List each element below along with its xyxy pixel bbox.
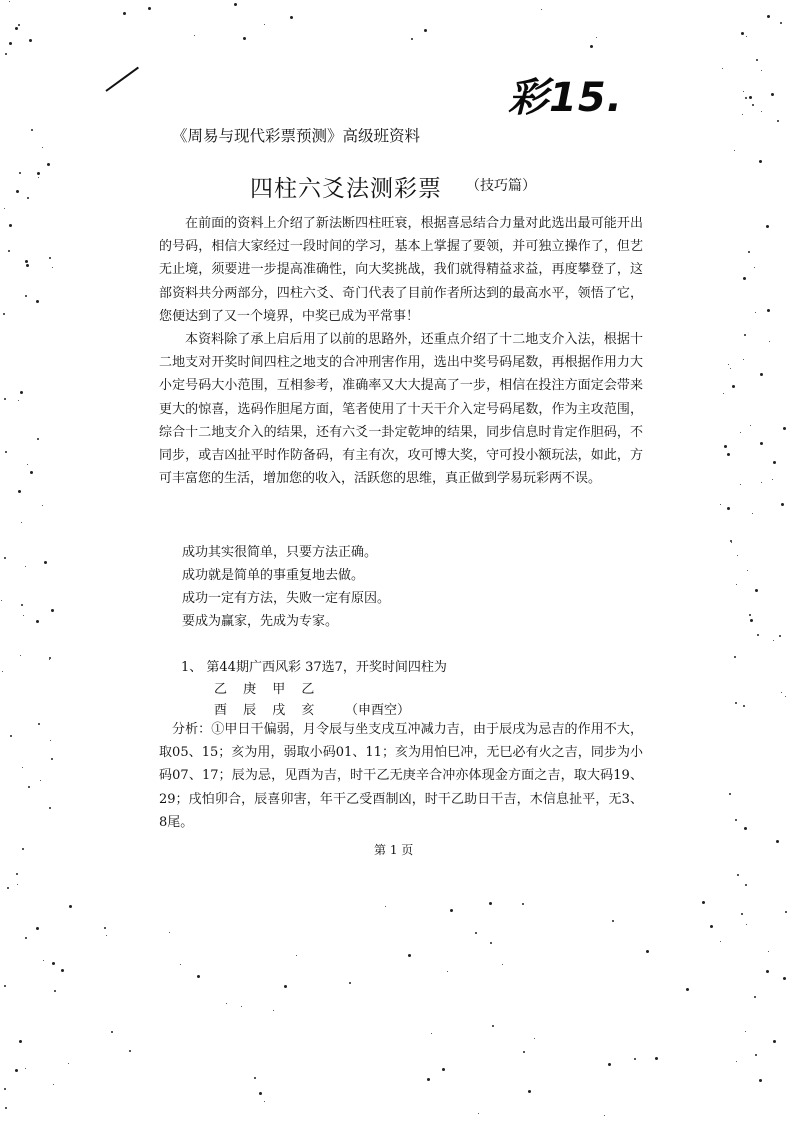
scan-speck <box>264 1101 265 1102</box>
scan-speck <box>408 954 411 957</box>
document-title: 四柱六爻法测彩票 <box>250 176 442 202</box>
scan-speck <box>722 68 723 69</box>
pen-stroke <box>105 67 139 92</box>
scan-speck <box>781 692 782 693</box>
scan-speck <box>736 584 737 585</box>
scan-speck <box>29 39 32 42</box>
scan-speck <box>4 1088 6 1090</box>
scan-speck <box>27 197 29 199</box>
scan-speck <box>42 505 43 506</box>
scan-speck <box>720 504 721 505</box>
scan-speck <box>4 557 6 559</box>
scan-speck <box>735 702 737 704</box>
scan-speck <box>740 432 741 433</box>
scan-speck <box>759 1079 762 1082</box>
scan-speck <box>169 932 170 933</box>
scan-speck <box>273 1010 274 1011</box>
scan-speck <box>755 312 756 313</box>
scan-speck <box>528 1090 531 1093</box>
scan-speck <box>604 1115 605 1116</box>
paragraph: 本资料除了承上启后用了以前的思路外，还重点介绍了十二地支介入法，根据十二地支对开奖时间四柱之地支的合冲刑害作用，选出中奖号码尾数，再根据作用力大小定号码大小范围，互相参考，准确率又大大提高了一步，相信在投注方面定会带来更大的惊喜，选码作胆尾方面，笔者使用了十天干介入定号码尾数，作为主攻范围，综合十二地支介入的结果，还有六爻一卦定乾坤的结果，同步信息时肯定作胆码，不同步，或吉凶扯平时作防备码，有主有次，攻可博大奖，守可投小额玩法，如此，方可丰富您的生活，增加您的收入，活跃您的思维，真正做到学易玩彩两不误。 <box>159 332 643 487</box>
scan-speck <box>746 36 747 37</box>
scan-speck <box>290 16 293 19</box>
scan-speck <box>741 32 744 35</box>
scan-speck <box>226 1003 227 1004</box>
scan-speck <box>284 985 287 988</box>
scan-speck <box>727 453 730 456</box>
scan-speck <box>111 1031 113 1033</box>
scan-speck <box>783 427 786 430</box>
scan-speck <box>40 780 41 781</box>
scan-speck <box>16 190 19 193</box>
scan-speck <box>773 1040 776 1043</box>
scan-speck <box>492 1025 494 1027</box>
scan-speck <box>729 793 731 795</box>
pillar-stems: 乙 庚 甲 乙 <box>214 682 321 697</box>
scan-speck <box>51 758 53 760</box>
scan-speck <box>2 671 3 672</box>
scan-speck <box>10 735 12 737</box>
scan-speck <box>442 1068 445 1071</box>
scan-speck <box>25 566 26 567</box>
scan-speck <box>31 129 33 131</box>
analysis-text <box>159 718 643 834</box>
handwritten-note: 彩15. <box>508 75 623 121</box>
scan-speck <box>760 442 763 445</box>
scan-speck <box>20 391 23 394</box>
scan-speck <box>37 172 40 175</box>
scan-speck <box>761 70 762 71</box>
scan-speck <box>241 1006 242 1007</box>
scan-speck <box>767 309 770 312</box>
scan-speck <box>744 334 746 336</box>
scan-speck <box>785 911 787 913</box>
scan-speck <box>50 740 51 741</box>
scan-speck <box>20 655 21 656</box>
scan-speck <box>411 38 413 40</box>
scan-speck <box>104 927 106 929</box>
scan-speck <box>655 1057 658 1060</box>
scan-speck <box>771 93 774 96</box>
scan-speck <box>743 705 745 707</box>
scan-speck <box>748 251 750 253</box>
scan-speck <box>522 903 524 905</box>
scan-speck <box>702 901 705 904</box>
scan-speck <box>766 225 769 228</box>
series-heading: 《周易与现代彩票预测》高级班资料 <box>172 127 421 145</box>
scan-speck <box>264 24 265 25</box>
scan-speck <box>42 147 43 148</box>
scan-speck <box>728 364 729 365</box>
scan-speck <box>734 150 735 151</box>
scan-speck <box>612 920 614 922</box>
scan-speck <box>783 977 786 980</box>
scan-speck <box>730 368 731 369</box>
scan-speck <box>129 1050 131 1052</box>
scan-speck <box>766 970 769 973</box>
motto-line: 成功就是简单的事重复地去做。 <box>182 568 365 583</box>
motto-line: 要成为赢家，先成为专家。 <box>182 614 339 629</box>
scan-speck <box>49 657 51 659</box>
scan-speck <box>779 635 781 637</box>
scan-speck <box>4 398 6 400</box>
page-number: 第 1 页 <box>374 843 414 857</box>
scan-speck <box>9 42 12 45</box>
scan-speck <box>785 696 786 697</box>
scan-speck <box>773 640 774 641</box>
scan-speck <box>69 905 72 908</box>
scan-speck <box>38 723 40 725</box>
intro-text <box>159 212 643 490</box>
scan-speck <box>424 29 427 32</box>
scan-speck <box>732 385 735 388</box>
scan-speck <box>475 932 477 934</box>
scan-speck <box>49 257 51 259</box>
scan-speck <box>9 1 10 2</box>
scan-speck <box>737 555 738 556</box>
scan-speck <box>754 267 755 268</box>
scan-speck <box>761 111 762 112</box>
scan-speck <box>52 267 53 268</box>
scan-speck <box>36 620 39 623</box>
scan-speck <box>9 224 12 227</box>
scan-speck <box>743 359 744 360</box>
scan-speck <box>772 479 773 480</box>
scan-speck <box>26 264 29 267</box>
example-question: 1、 第44期广西风彩 37选7，开奖时间四柱为 <box>181 660 447 675</box>
scan-speck <box>745 97 747 99</box>
scan-speck <box>743 277 746 280</box>
scan-speck <box>25 937 27 939</box>
scan-speck <box>431 1033 432 1034</box>
scan-speck <box>750 619 753 622</box>
scan-speck <box>7 887 9 889</box>
scan-speck <box>490 942 492 944</box>
scan-speck <box>646 950 649 953</box>
scan-speck <box>18 400 19 401</box>
scan-speck <box>734 656 736 658</box>
paragraph: 在前面的资料上介绍了新法断四柱旺衰，根据喜忌结合力量对此选出最可能开出的号码，相信大家经过一段时间的学习，基本上掌握了要领，并可独立操作了，但艺无止境，须要进一步提高准确性，向大奖挑战，我们就得精益求益，再度攀登了，这部资料共分两部分，四柱六爻、奇门代表了目前作者所达到的最高水平，领悟了它，您便达到了又一个境界，中奖已成为平常事！ <box>159 216 643 324</box>
scan-speck <box>3 313 5 315</box>
scan-speck <box>15 1069 18 1072</box>
scan-speck <box>523 1051 525 1053</box>
scan-speck <box>752 104 754 106</box>
scan-speck <box>478 1113 479 1114</box>
scan-speck <box>755 1054 757 1056</box>
scan-speck <box>197 975 200 978</box>
scan-speck <box>5 451 7 453</box>
scan-speck <box>755 589 758 592</box>
scan-speck <box>746 924 747 925</box>
scan-speck <box>25 1068 26 1069</box>
scan-speck <box>22 767 23 768</box>
scan-speck <box>16 873 18 875</box>
scan-speck <box>724 445 727 448</box>
scan-speck <box>760 373 763 376</box>
scan-speck <box>749 96 752 99</box>
scan-speck <box>25 260 28 263</box>
scan-speck <box>243 37 246 40</box>
scan-speck <box>731 542 732 543</box>
scan-speck <box>447 971 448 972</box>
scan-speck <box>49 659 50 660</box>
scan-speck <box>608 1063 611 1066</box>
scan-speck <box>541 9 542 10</box>
pillar-branches: 酉 辰 戌 亥 <box>214 703 321 718</box>
scan-speck <box>767 15 770 18</box>
scan-speck <box>36 300 39 303</box>
scan-speck <box>44 561 47 564</box>
scan-speck <box>5 1107 7 1109</box>
scan-speck <box>19 1040 22 1043</box>
motto-line: 成功一定有方法，失败一定有原因。 <box>182 591 391 606</box>
scan-speck <box>15 27 18 30</box>
scan-speck <box>761 482 762 483</box>
scan-speck <box>723 393 724 394</box>
scan-speck <box>43 960 44 961</box>
scan-speck <box>194 35 195 36</box>
scan-speck <box>781 503 784 506</box>
scan-speck <box>18 24 20 26</box>
scan-speck <box>756 59 758 61</box>
scan-speck <box>47 163 50 166</box>
scan-speck <box>123 12 126 15</box>
scan-speck <box>8 250 10 252</box>
motto-line: 成功其实很简单，只要方法正确。 <box>182 545 378 560</box>
scan-speck <box>27 464 28 465</box>
scan-speck <box>54 990 56 992</box>
scan-speck <box>773 461 776 464</box>
scan-speck <box>21 604 23 606</box>
scan-speck <box>759 160 762 163</box>
scan-speck <box>296 955 297 956</box>
scan-speck <box>749 614 751 616</box>
scan-speck <box>22 848 24 850</box>
scan-speck <box>740 484 741 485</box>
scan-speck <box>52 962 55 965</box>
scan-speck <box>49 807 51 809</box>
scan-speck <box>51 609 54 612</box>
scan-speck <box>68 1063 69 1064</box>
scan-speck <box>259 1092 262 1095</box>
scan-speck <box>28 786 30 788</box>
scan-speck <box>148 7 151 10</box>
scan-speck <box>710 925 713 928</box>
scan-speck <box>349 982 351 984</box>
scan-speck <box>777 120 779 122</box>
scan-speck <box>18 490 21 493</box>
scan-speck <box>385 906 386 907</box>
scan-speck <box>735 819 737 821</box>
scan-speck <box>737 874 739 876</box>
scan-speck <box>61 969 64 972</box>
scan-speck <box>752 513 753 514</box>
scan-speck <box>730 540 732 542</box>
scan-speck <box>450 909 453 912</box>
scan-speck <box>768 951 769 952</box>
scan-speck <box>489 902 492 905</box>
scan-speck <box>776 840 779 843</box>
scan-speck <box>634 1058 636 1060</box>
scan-speck <box>38 177 39 178</box>
scan-speck <box>23 615 24 616</box>
scan-speck <box>747 570 748 571</box>
scan-speck <box>30 471 33 474</box>
scan-speck <box>4 985 6 987</box>
scan-speck <box>53 1084 54 1085</box>
scan-speck <box>427 1078 430 1081</box>
scan-speck <box>19 172 21 174</box>
scan-speck <box>37 438 39 440</box>
scan-speck <box>744 827 747 830</box>
scan-speck <box>502 964 503 965</box>
scan-speck <box>750 425 751 426</box>
scan-speck <box>25 295 27 297</box>
scan-speck <box>754 996 756 998</box>
scan-speck <box>21 522 22 523</box>
scan-speck <box>596 37 597 38</box>
scan-speck <box>780 22 782 24</box>
scan-speck <box>741 913 743 915</box>
scan-speck <box>757 634 759 636</box>
scan-speck <box>534 1038 535 1039</box>
void-note: （申酉空） <box>345 703 411 718</box>
scan-speck <box>1 600 2 601</box>
scan-speck <box>5 53 7 55</box>
scan-speck <box>720 941 721 942</box>
scan-speck <box>745 1031 746 1032</box>
scan-speck <box>727 507 730 510</box>
scan-speck <box>590 45 593 48</box>
scan-speck <box>254 1077 256 1079</box>
scan-speck <box>686 988 689 991</box>
document-subtitle: （技巧篇） <box>466 178 536 194</box>
analysis-paragraph: 分析：①甲日干偏弱，月令辰与坐支戌互冲减力吉，由于辰戌为忌吉的作用不大，取05、15；亥为用，弱取小码01、11；亥为用怕巳冲，无巳必有火之吉，同步为小码07、17；辰为忌，见酉为吉，时干乙无庚辛合冲亦体现金方面之吉，取大码19、29；戌怕卯合，辰喜卯害，年干乙受酉制凶，时干乙助日干吉，木信息扯平，无3、8尾。 <box>159 722 643 830</box>
scan-speck <box>17 884 18 885</box>
scan-speck <box>36 927 39 930</box>
scan-speck <box>742 114 743 115</box>
scan-speck <box>769 341 770 342</box>
scan-speck <box>4 208 5 209</box>
scan-speck <box>743 91 744 92</box>
scan-speck <box>736 1061 737 1062</box>
scan-speck <box>745 884 747 886</box>
scan-speck <box>234 3 237 6</box>
scan-speck <box>106 935 107 936</box>
scan-speck <box>180 964 181 965</box>
